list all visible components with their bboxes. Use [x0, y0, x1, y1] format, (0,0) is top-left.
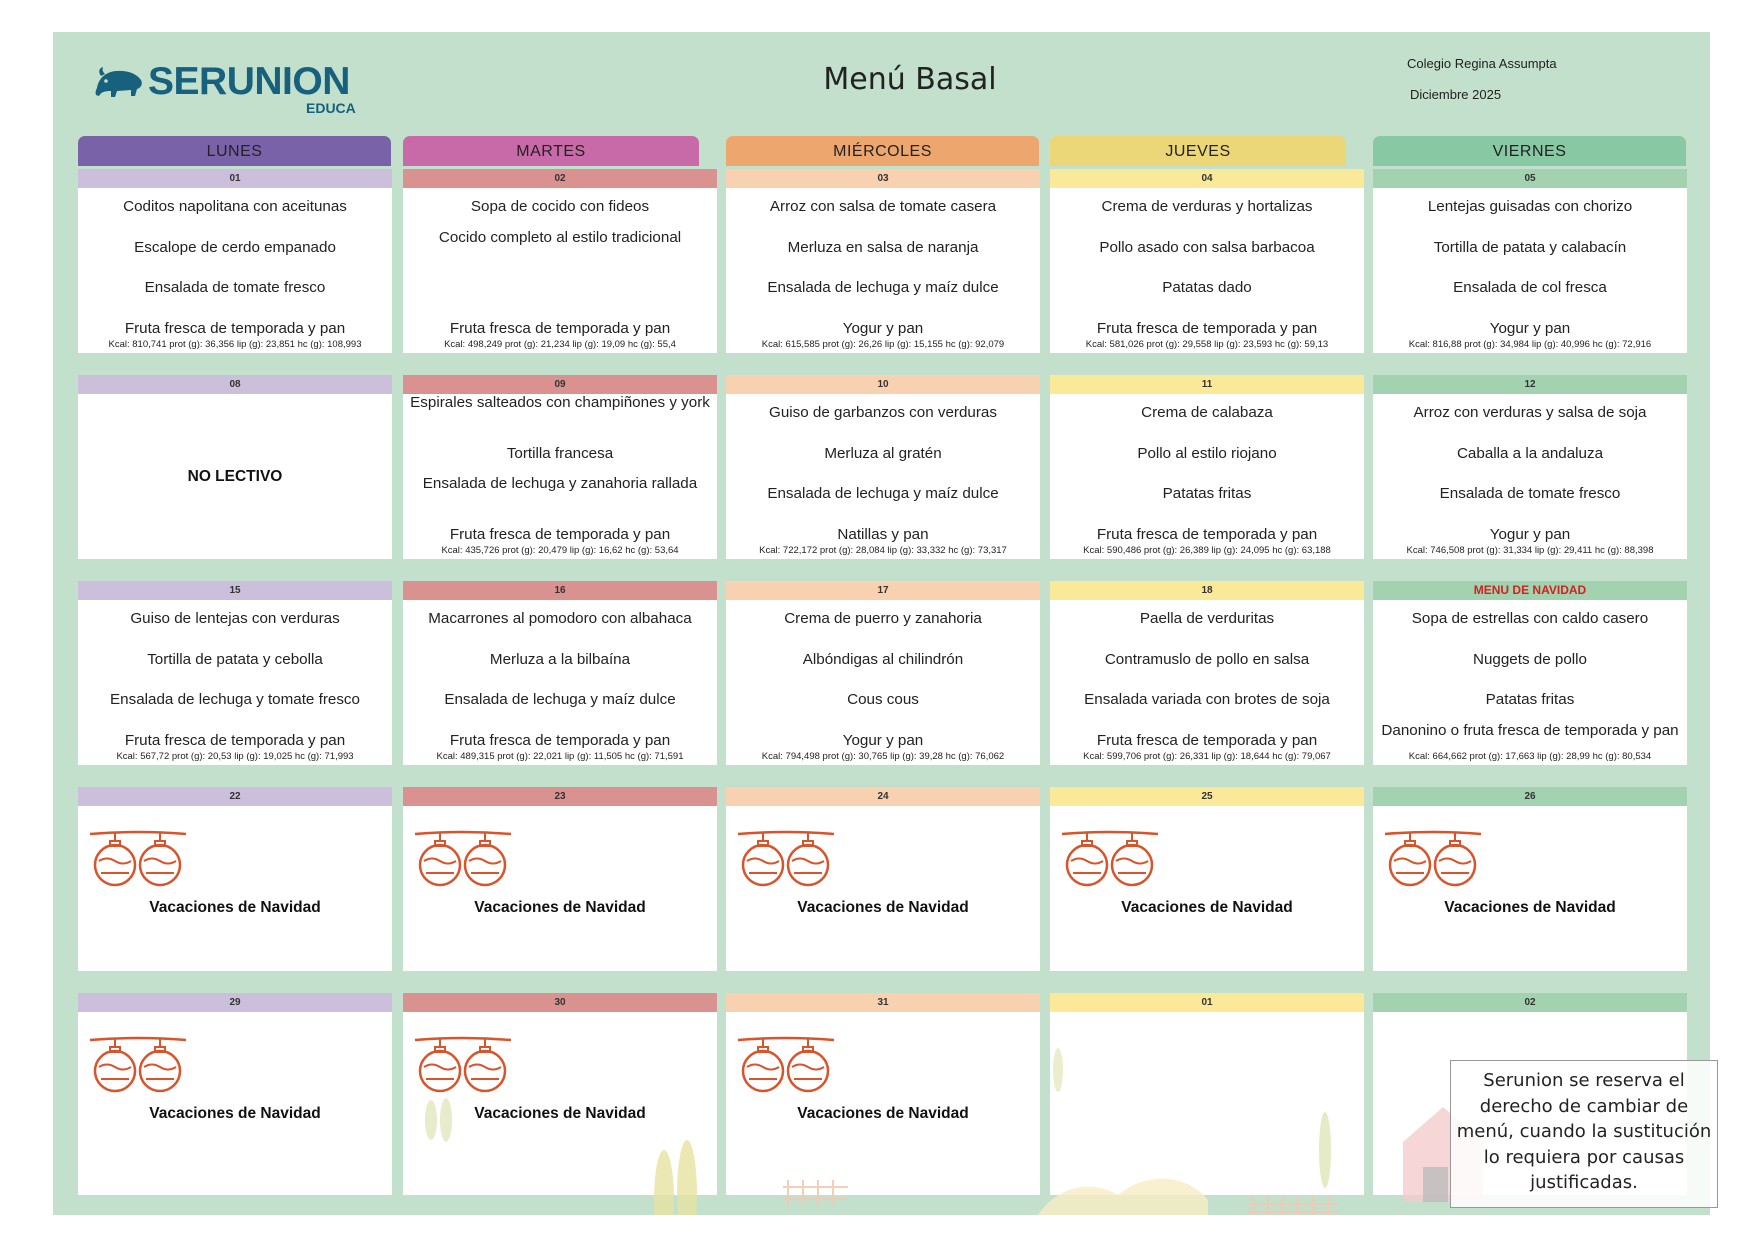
day-cell — [1373, 188, 1687, 353]
day-cell — [403, 600, 717, 765]
date-bar: 03 — [726, 169, 1040, 188]
dish-item: Yogur y pan — [1489, 526, 1571, 543]
holiday-label: Vacaciones de Navidad — [149, 899, 321, 916]
day-cell — [1050, 600, 1364, 765]
date-bar: 26 — [1373, 787, 1687, 806]
nutrition-info: Kcal: 599,706 prot (g): 26,331 lip (g): 18,644 hc (g): 79,067 — [1083, 751, 1331, 762]
dish-item: Ensalada de lechuga y maíz dulce — [444, 691, 676, 708]
date-bar: 23 — [403, 787, 717, 806]
dish-item: Guiso de garbanzos con verduras — [769, 404, 997, 421]
dish-item: Arroz con salsa de tomate casera — [769, 198, 997, 215]
dish-item: Ensalada de lechuga y maíz dulce — [767, 279, 999, 296]
dish-item: Yogur y pan — [842, 732, 924, 749]
date-bar: 05 — [1373, 169, 1687, 188]
date-bar: 02 — [403, 169, 717, 188]
christmas-ornament-icon — [736, 828, 836, 888]
dish-item: Ensalada de col fresca — [1453, 279, 1607, 296]
menu-month: Diciembre 2025 — [1410, 87, 1502, 102]
dish-item: Crema de verduras y hortalizas — [1101, 198, 1313, 215]
holiday-label: Vacaciones de Navidad — [149, 1105, 321, 1122]
christmas-ornament-icon — [88, 828, 188, 888]
date-bar: 30 — [403, 993, 717, 1012]
dish-item: Merluza al gratén — [824, 445, 942, 462]
day-header-miercoles — [726, 136, 1039, 166]
day-cell — [726, 188, 1040, 353]
date-bar: 15 — [78, 581, 392, 600]
dish-item: Contramuslo de pollo en salsa — [1104, 651, 1310, 668]
day-cell — [1050, 188, 1364, 353]
menu-frame — [53, 32, 1710, 1215]
dish-item: Ensalada de tomate fresco — [1439, 485, 1621, 502]
dish-item: Merluza en salsa de naranja — [787, 239, 979, 256]
holiday-label: Vacaciones de Navidad — [797, 899, 969, 916]
dish-item: Fruta fresca de temporada y pan — [1096, 320, 1318, 337]
day-header-martes — [403, 136, 699, 166]
day-header-viernes — [1373, 136, 1686, 166]
date-bar: 31 — [726, 993, 1040, 1012]
day-cell — [1050, 394, 1364, 559]
day-label: LUNES — [206, 143, 263, 160]
dish-item: Cocido completo al estilo tradicional — [438, 229, 682, 246]
dish-item: Tortilla de patata y calabacín — [1433, 239, 1627, 256]
dish-item: Paella de verduritas — [1139, 610, 1275, 627]
dish-item: Fruta fresca de temporada y pan — [1096, 526, 1318, 543]
nutrition-info: Kcal: 615,585 prot (g): 26,26 lip (g): 15,155 hc (g): 92,079 — [761, 339, 1005, 350]
dish-item: Escalope de cerdo empanado — [134, 239, 336, 256]
day-cell — [1373, 394, 1687, 559]
day-header-jueves — [1050, 136, 1346, 166]
dish-item: Macarrones al pomodoro con albahaca — [428, 610, 692, 627]
day-label: MARTES — [516, 143, 586, 160]
dish-item: Crema de calabaza — [1141, 404, 1273, 421]
holiday-label: Vacaciones de Navidad — [474, 899, 646, 916]
dish-item: Fruta fresca de temporada y pan — [449, 320, 671, 337]
nutrition-info: Kcal: 489,315 prot (g): 22,021 lip (g): 11,505 hc (g): 71,591 — [436, 751, 684, 762]
dish-item: Coditos napolitana con aceitunas — [123, 198, 347, 215]
bison-icon — [93, 62, 145, 104]
day-label: JUEVES — [1165, 143, 1231, 160]
holiday-label: Vacaciones de Navidad — [1121, 899, 1293, 916]
day-label: MIÉRCOLES — [833, 143, 932, 160]
date-bar: 17 — [726, 581, 1040, 600]
dish-item: Fruta fresca de temporada y pan — [1096, 732, 1318, 749]
day-cell — [1373, 806, 1687, 971]
dish-item: Tortilla de patata y cebolla — [147, 651, 323, 668]
dish-item: Yogur y pan — [842, 320, 924, 337]
dish-item: Albóndigas al chilindrón — [802, 651, 964, 668]
date-bar: 18 — [1050, 581, 1364, 600]
dish-item: Arroz con verduras y salsa de soja — [1413, 404, 1647, 421]
dish-item: Lentejas guisadas con chorizo — [1427, 198, 1633, 215]
dish-item: Fruta fresca de temporada y pan — [124, 320, 346, 337]
date-bar: 10 — [726, 375, 1040, 394]
nutrition-info: Kcal: 590,486 prot (g): 26,389 lip (g): 24,095 hc (g): 63,188 — [1083, 545, 1331, 556]
nutrition-info: Kcal: 810,741 prot (g): 36,356 lip (g): 23,851 hc (g): 108,993 — [108, 339, 362, 350]
dish-item: Cous cous — [847, 691, 919, 708]
dish-item: Patatas fritas — [1162, 485, 1252, 502]
landscape-decoration — [348, 1010, 1428, 1215]
holiday-label: Vacaciones de Navidad — [1444, 899, 1616, 916]
nutrition-info: Kcal: 722,172 prot (g): 28,084 lip (g): 33,332 hc (g): 73,317 — [759, 545, 1007, 556]
dish-item: Ensalada variada con brotes de soja — [1084, 691, 1330, 708]
dish-item: Patatas fritas — [1485, 691, 1575, 708]
date-bar: 09 — [403, 375, 717, 394]
dish-item: Nuggets de pollo — [1473, 651, 1587, 668]
dish-item: Crema de puerro y zanahoria — [784, 610, 982, 627]
holiday-label: Vacaciones de Navidad — [797, 1105, 969, 1122]
nutrition-info: Kcal: 816,88 prot (g): 34,984 lip (g): 40,996 hc (g): 72,916 — [1408, 339, 1652, 350]
day-cell — [403, 188, 717, 353]
nutrition-info: Kcal: 664,662 prot (g): 17,663 lip (g): 28,99 hc (g): 80,534 — [1408, 751, 1652, 762]
date-bar: 02 — [1373, 993, 1687, 1012]
brand-name: SERUNION — [148, 60, 350, 103]
nutrition-info: Kcal: 498,249 prot (g): 21,234 lip (g): 19,09 hc (g): 55,4 — [444, 339, 676, 350]
date-bar: 24 — [726, 787, 1040, 806]
brand-sub: EDUCA — [306, 100, 356, 116]
day-cell — [1050, 806, 1364, 971]
nutrition-info: Kcal: 746,508 prot (g): 31,334 lip (g): 29,411 hc (g): 88,398 — [1406, 545, 1654, 556]
christmas-ornament-icon — [88, 1034, 188, 1094]
date-bar: 12 — [1373, 375, 1687, 394]
dish-item: Yogur y pan — [1489, 320, 1571, 337]
date-bar: 01 — [1050, 993, 1364, 1012]
christmas-ornament-icon — [1383, 828, 1483, 888]
dish-item: Pollo asado con salsa barbacoa — [1099, 239, 1315, 256]
no-school-label: NO LECTIVO — [187, 468, 283, 485]
dish-item: Ensalada de tomate fresco — [144, 279, 326, 296]
date-bar: MENU DE NAVIDAD — [1373, 581, 1687, 600]
day-cell — [78, 188, 392, 353]
date-bar: 11 — [1050, 375, 1364, 394]
dish-item: Ensalada de lechuga y zanahoria rallada — [422, 475, 698, 492]
day-cell — [726, 600, 1040, 765]
day-cell — [78, 806, 392, 971]
day-header-lunes — [78, 136, 391, 166]
date-bar: 01 — [78, 169, 392, 188]
dish-item: Espirales salteados con champiñones y york — [410, 394, 710, 411]
day-cell — [726, 806, 1040, 971]
date-bar: 08 — [78, 375, 392, 394]
day-cell — [78, 1012, 392, 1195]
dish-item: Pollo al estilo riojano — [1137, 445, 1277, 462]
dish-item: Sopa de cocido con fideos — [470, 198, 650, 215]
dish-item: Caballa a la andaluza — [1456, 445, 1604, 462]
dish-item: Guiso de lentejas con verduras — [130, 610, 340, 627]
nutrition-info: Kcal: 567,72 prot (g): 20,53 lip (g): 19,025 hc (g): 71,993 — [116, 751, 354, 762]
date-bar: 22 — [78, 787, 392, 806]
christmas-ornament-icon — [413, 828, 513, 888]
school-name: Colegio Regina Assumpta — [1407, 56, 1557, 71]
day-cell — [403, 806, 717, 971]
dish-item: Sopa de estrellas con caldo casero — [1411, 610, 1649, 627]
day-cell — [403, 394, 717, 559]
menu-change-notice: Serunion se reserva el derecho de cambiar de menú, cuando la sustitución lo requiera por causas justificadas. — [1450, 1060, 1718, 1208]
day-cell — [78, 600, 392, 765]
dish-item: Ensalada de lechuga y tomate fresco — [110, 691, 360, 708]
day-cell — [78, 394, 392, 559]
dish-item: Ensalada de lechuga y maíz dulce — [767, 485, 999, 502]
date-bar: 16 — [403, 581, 717, 600]
nutrition-info: Kcal: 435,726 prot (g): 20,479 lip (g): 16,62 hc (g): 53,64 — [441, 545, 679, 556]
date-bar: 04 — [1050, 169, 1364, 188]
holiday-label: Vacaciones de Navidad — [474, 1105, 646, 1122]
dish-item: Natillas y pan — [837, 526, 929, 543]
dish-item: Danonino o fruta fresca de temporada y pan — [1381, 722, 1679, 739]
dish-item: Fruta fresca de temporada y pan — [449, 526, 671, 543]
dish-item: Merluza a la bilbaína — [489, 651, 631, 668]
day-cell — [1373, 600, 1687, 765]
day-cell — [726, 394, 1040, 559]
page-title: Menú Basal — [823, 62, 997, 97]
dish-item: Fruta fresca de temporada y pan — [449, 732, 671, 749]
dish-item: Tortilla francesa — [506, 445, 614, 462]
nutrition-info: Kcal: 794,498 prot (g): 30,765 lip (g): 39,28 hc (g): 76,062 — [761, 751, 1005, 762]
date-bar: 25 — [1050, 787, 1364, 806]
date-bar: 29 — [78, 993, 392, 1012]
dish-item: Fruta fresca de temporada y pan — [124, 732, 346, 749]
christmas-ornament-icon — [1060, 828, 1160, 888]
nutrition-info: Kcal: 581,026 prot (g): 29,558 lip (g): 23,593 hc (g): 59,13 — [1085, 339, 1329, 350]
dish-item: Patatas dado — [1162, 279, 1252, 296]
day-label: VIERNES — [1492, 143, 1567, 160]
